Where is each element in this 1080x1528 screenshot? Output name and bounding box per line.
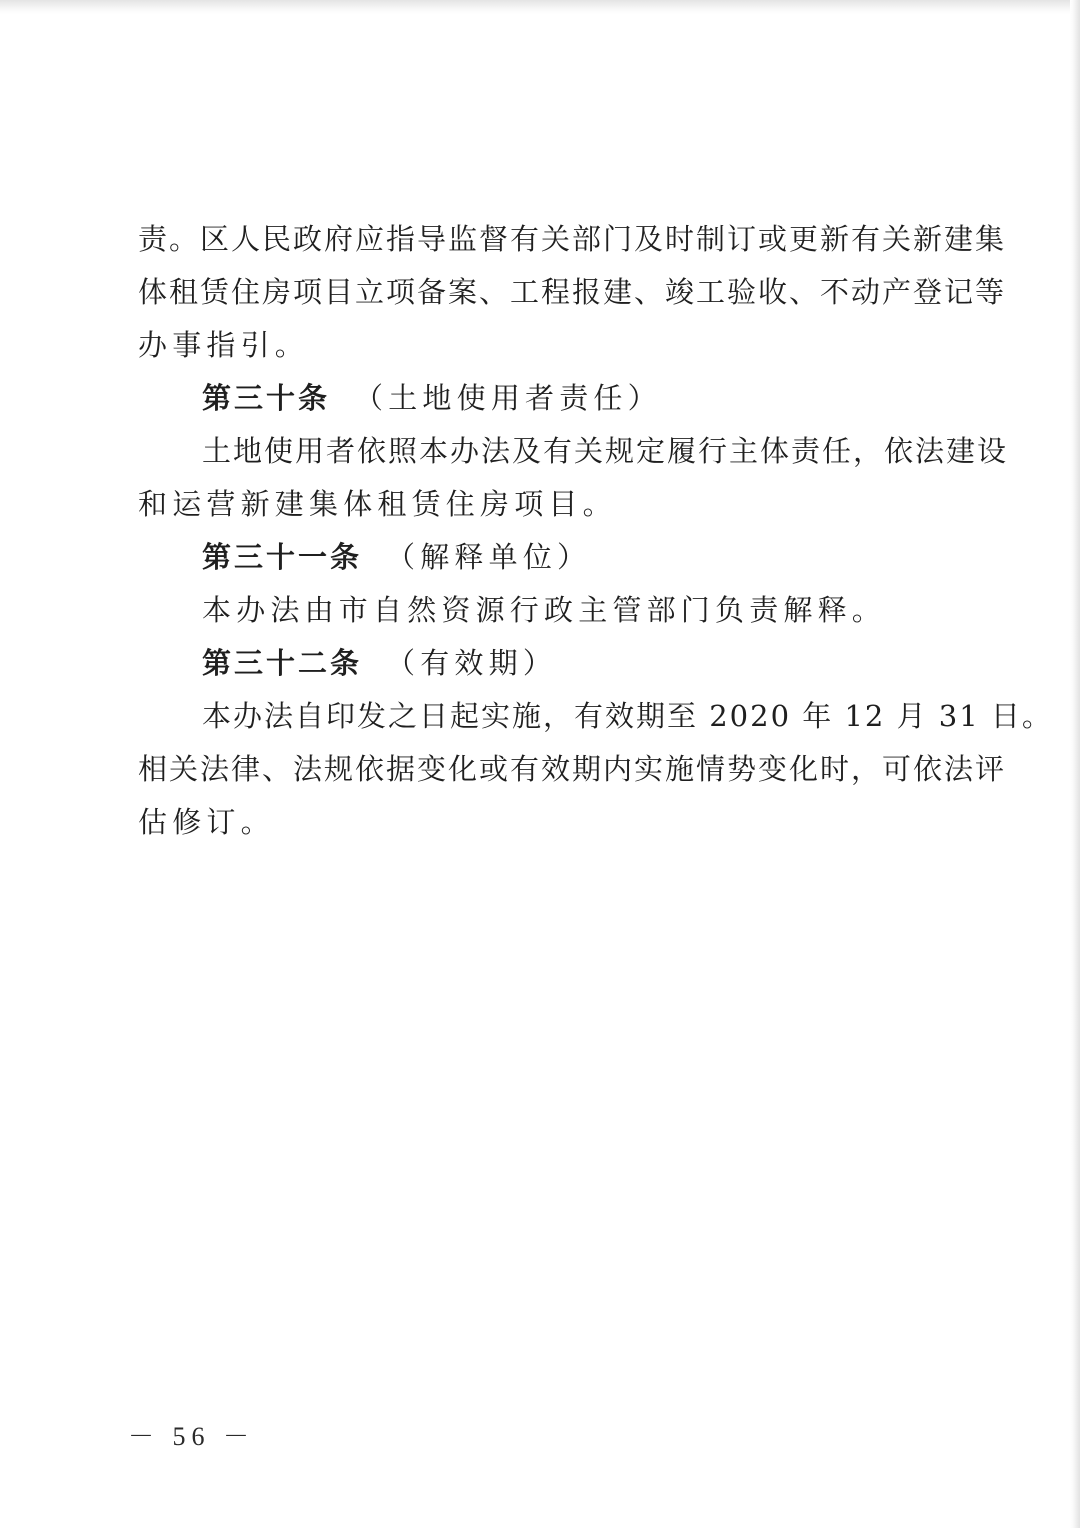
article-32-heading: 第三十二条 (202, 646, 363, 680)
paragraph-line: 本办法由市自然资源行政主管部门负责解释。 (202, 593, 887, 627)
article-30-heading: 第三十条 (202, 381, 331, 415)
article-30-title (138, 372, 948, 425)
paragraph-line: 相关法律、法规依据变化或有效期内实施情势变化时，可依法评 (138, 752, 1007, 786)
article-31-heading: 第三十一条 (202, 540, 363, 574)
article-31-title (138, 531, 948, 584)
paragraph-line: 体租赁住房项目立项备案、工程报建、竣工验收、不动产登记等 (138, 275, 1007, 309)
article-32-title (138, 637, 948, 690)
paragraph-line: 责。区人民政府应指导监督有关部门及时制订或更新有关新建集 (138, 222, 1007, 256)
scan-right-shadow (1070, 0, 1080, 1528)
document-body (138, 213, 1053, 849)
paragraph-line: 本办法自印发之日起实施，有效期至 2020 年 12 月 31 日。 (202, 699, 1053, 733)
scan-top-shadow (0, 0, 1080, 14)
paragraph-line: 估修订。 (138, 805, 275, 839)
page-number: － 56 － (128, 1422, 256, 1451)
paragraph-line: 和运营新建集体租赁住房项目。 (138, 487, 617, 521)
paragraph-line: 办事指引。 (138, 328, 310, 362)
article-31-subtitle: （解释单位） (386, 540, 592, 574)
paragraph-line: 土地使用者依照本办法及有关规定履行主体责任，依法建设 (202, 434, 1009, 468)
article-32-subtitle: （有效期） (386, 646, 558, 680)
article-30-subtitle: （土地使用者责任） (354, 381, 662, 415)
